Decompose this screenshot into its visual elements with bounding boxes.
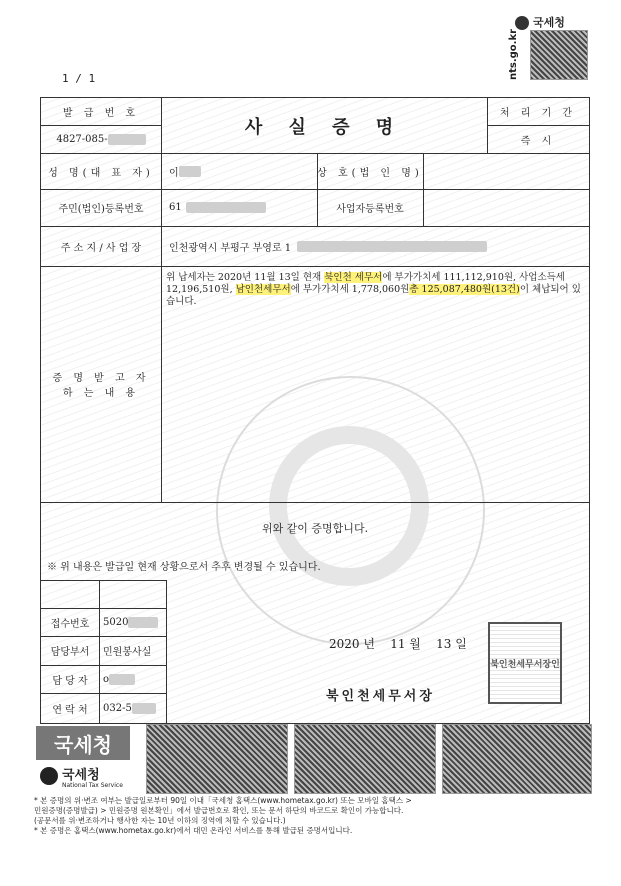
nts-url: nts.go.kr bbox=[508, 28, 519, 80]
footer-note-2: 민원증명(증명발급) > 민원증명 원본확인」에서 발급번호로 확인, 또는 문서 하단의 바코드로 확인이 가능합니다. bbox=[34, 806, 404, 815]
department-label: 담당부서 bbox=[50, 647, 90, 658]
footer-note-1: * 본 증명의 위·변조 여부는 발급일로부터 90일 이내「국세청 홈택스(www.hometax.go.kr) 또는 모바일 홈택스 > bbox=[34, 796, 412, 805]
business-number-value bbox=[431, 189, 581, 226]
issue-number-label: 발 급 번 호 bbox=[62, 108, 140, 119]
nts-footer-logo: 국세청 bbox=[40, 764, 100, 785]
document-title: 사 실 증 명 bbox=[244, 116, 404, 138]
barcode-1 bbox=[146, 724, 288, 794]
contact-value: 032-5 bbox=[103, 693, 165, 723]
barcode-3 bbox=[442, 724, 592, 794]
notice-statement: ※ 위 내용은 발급일 현재 상황으로서 추후 변경될 수 있습니다. bbox=[47, 561, 321, 573]
page-number: 1 / 1 bbox=[62, 72, 96, 85]
processing-period-label: 처 리 기 간 bbox=[499, 108, 577, 119]
nts-footer-subtitle: National Tax Service bbox=[62, 782, 123, 789]
address-value: 인천광역시 부평구 부영로 1 bbox=[169, 226, 584, 266]
highlight-tax-office-1: 북인천 세무서 bbox=[324, 272, 383, 283]
trade-name-label: 상 호(법 인 명) bbox=[317, 167, 423, 179]
registration-number-value: 61 bbox=[169, 189, 309, 226]
registration-number-label: 주민(법인)등록번호 bbox=[58, 204, 144, 215]
issue-date: 2020 년 11 월 13 일 bbox=[329, 636, 467, 651]
content-label: 증 명 받 고 자 하 는 내 용 bbox=[52, 373, 150, 399]
department-value: 민원봉사실 bbox=[103, 647, 152, 658]
barcode-2 bbox=[294, 724, 436, 794]
nts-logo-box: 국세청 bbox=[36, 726, 130, 760]
receipt-number-label: 접수번호 bbox=[50, 618, 90, 630]
name-label: 성 명(대 표 자) bbox=[48, 167, 154, 179]
nts-logo-text: 국세청 bbox=[533, 16, 565, 29]
highlight-total: 총 125,087,480원(13건) bbox=[409, 284, 520, 295]
certificate-content: 위 납세자는 2020년 11월 13일 현재 북인천 세무서에 부가가치세 111,112,910원, 사업소득세 12,196,510원, 남인천세무서에 부가가치세 1,778,060원총 125,087,480원(13건)이 체납되어 있습니다. bbox=[166, 272, 581, 307]
receipt-number-value: 5020 bbox=[103, 608, 165, 636]
qr-code bbox=[530, 30, 588, 80]
nts-emblem-icon bbox=[515, 16, 529, 30]
processing-period-value: 즉 시 bbox=[520, 135, 556, 147]
official-seal-stamp: 북인천세무서장인 bbox=[488, 622, 562, 704]
issue-number-value: 4827-085- bbox=[41, 125, 161, 153]
address-label: 주 소 지 / 사 업 장 bbox=[60, 242, 142, 254]
name-value: 이 bbox=[169, 153, 309, 189]
officer-value: o bbox=[103, 665, 165, 693]
footer-note-3: (공문서를 위·변조하거나 행사한 자는 10년 이하의 징역에 처할 수 있습니다.) bbox=[34, 816, 286, 825]
trade-name-value bbox=[431, 153, 581, 189]
issuing-office: 북인천세무서장 bbox=[326, 688, 435, 704]
officer-label: 담 당 자 bbox=[52, 675, 88, 687]
footer-note-4: * 본 증명은 홈택스(www.hometax.go.kr)에서 대민 온라인 서비스를 통해 발급된 증명서입니다. bbox=[34, 826, 353, 835]
contact-label: 연 락 처 bbox=[52, 704, 88, 716]
certify-statement: 위와 같이 증명합니다. bbox=[261, 522, 369, 535]
nts-logo bbox=[515, 14, 565, 30]
business-number-label: 사업자등록번호 bbox=[336, 204, 404, 215]
footer-notes bbox=[34, 796, 594, 836]
highlight-tax-office-2: 남인천세무서 bbox=[235, 284, 291, 295]
nts-emblem-icon bbox=[40, 767, 58, 785]
